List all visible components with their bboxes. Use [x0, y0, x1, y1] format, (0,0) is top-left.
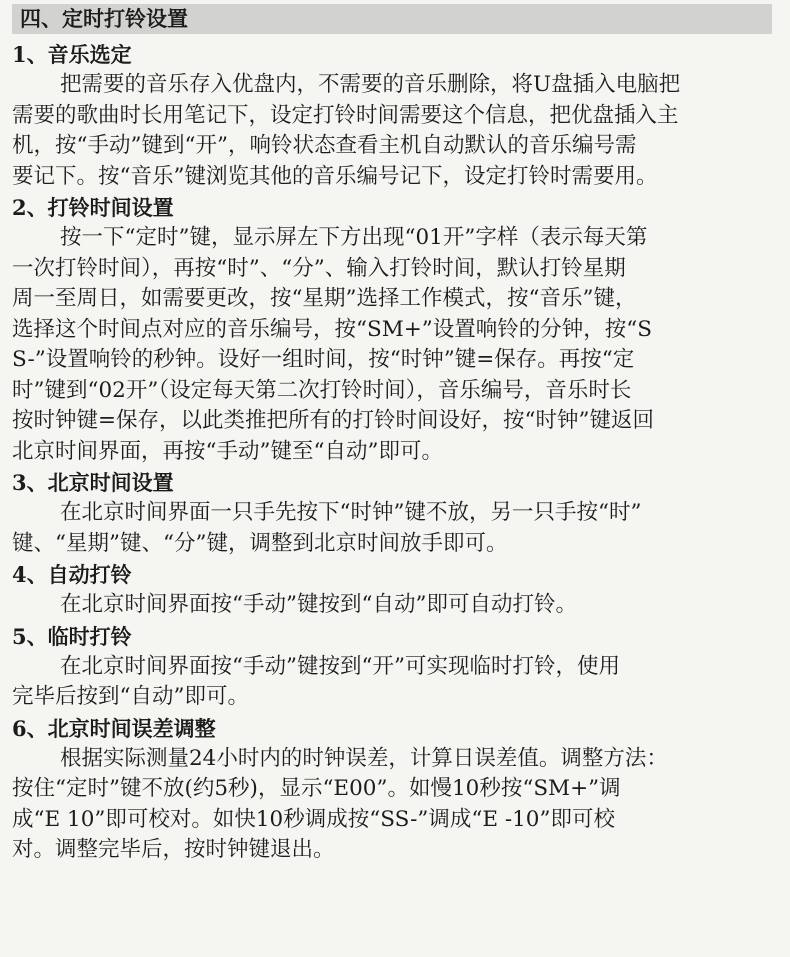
section-title: 5、临时打铃 — [12, 623, 132, 649]
text-line: 把需要的音乐存入优盘内，不需要的音乐删除，将U盘插入电脑把 — [60, 72, 681, 97]
text-line: 机，按“手动”键到“开”，响铃状态查看主机自动默认的音乐编号需 — [12, 133, 637, 158]
section-music — [12, 40, 772, 192]
text-line: 周一至周日，如需要更改，按“星期”选择工作模式，按“音乐”键， — [12, 286, 637, 311]
section-body — [12, 70, 772, 192]
section-ring-time — [12, 193, 772, 467]
text-line: 在北京时间界面按“手动”键按到“自动”即可自动打铃。 — [60, 592, 577, 617]
text-line: 在北京时间界面按“手动”键按到“开”可实现临时打铃，使用 — [60, 653, 620, 679]
section-auto-ring — [12, 560, 772, 621]
text-line: 需要的歌曲时长用笔记下，设定打铃时间需要这个信息，把优盘插入主 — [12, 102, 679, 128]
document-page — [0, 4, 790, 957]
text-line: 对。调整完毕后，按时钟键退出。 — [12, 837, 335, 862]
text-line: 一次打铃时间），再按“时”、“分”、输入打铃时间，默认打铃星期 — [12, 255, 626, 281]
text-line: 要记下。按“音乐”键浏览其他的音乐编号记下，设定打铃时需要用。 — [12, 163, 658, 189]
section-body — [12, 223, 772, 467]
section-beijing-time — [12, 468, 772, 559]
section-body — [12, 744, 772, 866]
section-title: 1、音乐选定 — [12, 42, 132, 67]
text-line: 完毕后按到“自动”即可。 — [12, 684, 249, 709]
text-line: 按时钟键=保存，以此类推把所有的打铃时间设好，按“时钟”键返回 — [12, 408, 655, 433]
text-line: 键、“星期”键、“分”键，调整到北京时间放手即可。 — [12, 530, 508, 556]
section-body — [12, 590, 772, 621]
chapter-header: 四、定时打铃设置 — [12, 4, 772, 34]
section-title: 2、打铃时间设置 — [12, 195, 174, 220]
section-title: 6、北京时间误差调整 — [12, 715, 216, 741]
section-time-error — [12, 714, 772, 866]
section-body — [12, 498, 772, 559]
text-line: S-”设置响铃的秒钟。设好一组时间，按“时钟”键=保存。再按“定 — [12, 347, 635, 372]
text-line: 选择这个时间点对应的音乐编号，按“SM+”设置响铃的分钟，按“S — [12, 316, 652, 342]
section-body — [12, 652, 772, 713]
text-line: 北京时间界面，再按“手动”键至“自动”即可。 — [12, 438, 443, 464]
text-line: 时”键到“02开”（设定每天第二次打铃时间），音乐编号，音乐时长 — [12, 377, 632, 403]
text-line: 成“E 10”即可校对。如快10秒调成按“SS-”调成“E -10”即可校 — [12, 806, 615, 832]
text-line: 在北京时间界面一只手先按下“时钟”键不放，另一只手按“时” — [60, 500, 642, 525]
text-line: 按一下“定时”键，显示屏左下方出现“01开”字样（表示每天第 — [60, 225, 648, 250]
section-title: 4、自动打铃 — [12, 562, 132, 587]
text-line: 根据实际测量24小时内的时钟误差，计算日误差值。调整方法： — [60, 745, 668, 771]
section-title: 3、北京时间设置 — [12, 470, 174, 495]
text-line: 按住“定时”键不放(约5秒)，显示“E00”。如慢10秒按“SM+”调 — [12, 776, 621, 801]
section-temp-ring — [12, 622, 772, 713]
